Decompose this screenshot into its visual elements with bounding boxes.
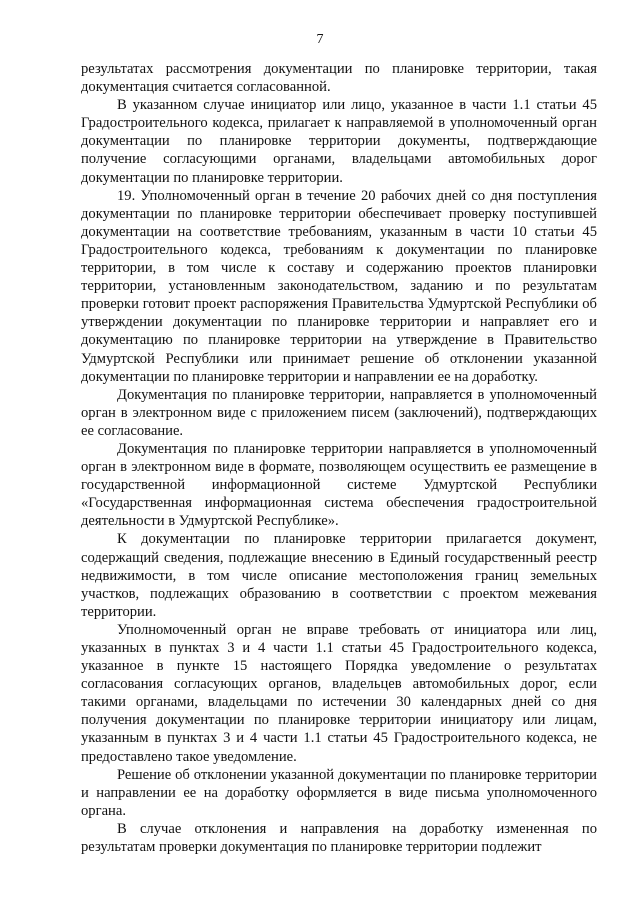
paragraph: В случае отклонения и направления на доработку измененная по результатам проверки документация по планировке территории подлежит (81, 820, 597, 856)
paragraph: результатах рассмотрения документации по планировке территории, такая документация считается согласованной. (81, 61, 597, 96)
document-body (81, 60, 597, 856)
paragraph: Уполномоченный орган не вправе требовать от инициатора или лиц, указанных в пунктах 3 и 4 части 1.1 статьи 45 Градостроительного кодекса, указанное в пункте 15 настоящего Порядка уведомление о результатах согласования согласующих органов, владельцев автомобильных дорог, если такими органами, владельцами по истечении 30 календарных дней со дня получения документации по планировке территории инициатору или лицам, указанным в пунктах 3 и 4 части 1.1 статьи 45 Градостроительного кодекса, не предоставлено такое уведомление. (81, 621, 597, 765)
paragraph: 19. Уполномоченный орган в течение 20 рабочих дней со дня поступления документации по планировке территории обеспечивает проверку поступившей документации на соответствие требованиям, указанным в части 10 статьи 45 Градостроительного кодекса, требованиям к документации по планировке территории, в том числе к составу и содержанию проектов планировки территории, установленным законодательством, заданию и по результатам проверки готовит проект распоряжения Правительства Удмуртской Республики об утверждении документации по планировке территории и направляет его и документацию по планировке территории на утверждение в Правительство Удмуртской Республики или принимает решение об отклонении указанной документации по планировке территории и направлении ее на доработку. (81, 187, 597, 385)
page-number: 7 (316, 32, 324, 47)
paragraph: В указанном случае инициатор или лицо, указанное в части 1.1 статьи 45 Градостроительного кодекса, прилагает к направляемой в уполномоченный орган документации по планировке территории документы, подтверждающие получение согласующими органами, владельцами автомобильных дорог документации по планировке территории. (81, 97, 597, 186)
paragraph: Документация по планировке территории направляется в уполномоченный орган в электронном виде в формате, позволяющем осуществить ее размещение в государственной информационной системе Удмуртской Республики «Государственная информационная система обеспечения градостроительной деятельности в Удмуртской Республике». (81, 440, 597, 530)
paragraph: К документации по планировке территории прилагается документ, содержащий сведения, подлежащие внесению в Единый государственный реестр недвижимости, в том числе описание местоположения границ земельных участков, подлежащих образованию в соответствии с проектом межевания территории. (81, 531, 597, 620)
paragraph: Решение об отклонении указанной документации по планировке территории и направлении ее на доработку оформляется в виде письма уполномоченного органа. (81, 766, 597, 819)
paragraph: Документация по планировке территории, направляется в уполномоченный орган в электронном виде с приложением писем (заключений), подтверждающих ее согласование. (81, 386, 597, 439)
